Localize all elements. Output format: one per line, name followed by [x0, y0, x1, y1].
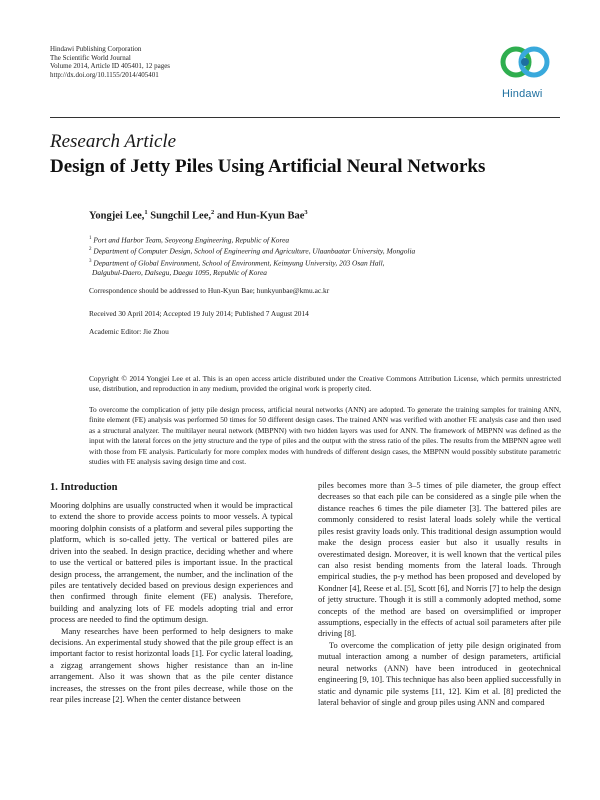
- correspondence: Correspondence should be addressed to Hun-Kyun Bae; hunkyunbae@kmu.ac.kr: [89, 286, 330, 295]
- publisher-name: Hindawi Publishing Corporation: [50, 45, 142, 53]
- author-list: [89, 209, 308, 222]
- doi-link[interactable]: http://dx.doi.org/10.1155/2014/405401: [50, 70, 159, 79]
- author-name: Sungchil Lee,: [150, 210, 211, 222]
- body-paragraph: Many researches have been performed to help designers to make decisions. An experimental study showed that the pile group effect is an important factor to resist horizontal loads [1]. For cyclic lateral loading, a zigzag arrangement shows higher resistance than an in-line arrangement. Also it was shown that as the pile center distance increases, the stresses on the front piles decrease, while those on the rear piles increase [2]. When the center distance between: [50, 626, 293, 705]
- journal-name: The Scientific World Journal: [50, 53, 131, 62]
- copyright-notice: Copyright © 2014 Yongjei Lee et al. This is an open access article distributed under the Creative Commons Attribution License, which permits unrestricted use, distribution, and reproduction in any medium, provided the original work is properly cited.: [89, 374, 561, 394]
- article-type: Research Article: [50, 131, 177, 152]
- body-paragraph: Mooring dolphins are usually constructed when it would be impractical to extend the shore to provide access points to moor vessels. A typical mooring dolphin consists of a platform and several piles supporting the platform, which is so-called jetty. The vertical or battered piles are driven into the seabed. In design practice, deciding whether and where to use the vertical or battered piles is important issue. In the practical design process, the arrangement, the number, and the inclination of the piles are tentatively decided based on previous design experiences and then confirmed through finite element (FE) analysis. Therefore, building and analyzing lots of FE models adopting trial and error process are needed to find the optimum design.: [50, 501, 293, 625]
- affiliation-sup: 1: [89, 236, 92, 241]
- affiliation-sup: 3: [89, 258, 92, 264]
- affiliation-item: [89, 257, 559, 268]
- hindawi-logo: [494, 40, 558, 106]
- affiliation-text: Department of Global Environment, School of Environment, Keimyung University, 203 Osan Hall,: [93, 258, 385, 267]
- affiliation-continuation: Dalgubul-Daero, Dalsegu, Daegu 1095, Republic of Korea: [92, 267, 267, 277]
- volume-info: Volume 2014, Article ID 405401, 12 pages: [50, 62, 171, 71]
- author-name: and Hun-Kyun Bae: [216, 210, 305, 222]
- body-paragraph: piles becomes more than 3–5 times of pile diameter, the group effect decreases so that each pile can be considered as a single pile when the distance reaches 6 times the pile diameter [3]. The battered piles are commonly considered to resist lateral loads solely while the vertical piles resist gravity loads only. This traditional design assumption would make the design process easier but also it usually results in overestimated design. Moreover, it is well known that the vertical piles can also resist bending moments from the lateral loads. Through empirical studies, the p-y method has been proposed and developed by Kondner [4], Reese et al. [5], Scott [6], and Norris [7] to help the design of jetty structure. Though it is still a commonly adopted method, some concepts of the method are based on oversimplified or improper assumptions, especially in the effects of actual soil parameters after pile driving [8].: [318, 481, 561, 639]
- affiliation-sup: 2: [89, 247, 92, 253]
- left-column: [50, 500, 293, 706]
- author-affil-sup: 2: [210, 209, 215, 216]
- hindawi-logo-text: Hindawi: [502, 88, 543, 100]
- affiliation-item: [89, 245, 559, 256]
- affiliation-list: [89, 234, 559, 278]
- paper-title: Design of Jetty Piles Using Artificial Neural Networks: [50, 156, 486, 177]
- author-affil-sup: 3: [304, 209, 308, 216]
- header-rule: [50, 117, 560, 118]
- affiliation-item: [89, 234, 559, 245]
- journal-header: [50, 45, 170, 79]
- affiliation-text: Department of Computer Design, School of Engineering and Agriculture, Ulaanbaatar University, Mongolia: [93, 246, 416, 256]
- publication-dates: Received 30 April 2014; Accepted 19 July 2014; Published 7 August 2014: [89, 309, 309, 318]
- right-column: [318, 480, 561, 708]
- author-name: Yongjei Lee,: [89, 210, 145, 222]
- body-paragraph: To overcome the complication of jetty pile design originated from mutual interaction among a number of design parameters, artificial neural networks (ANN) have been introduced in geotechnical engineering [9, 10]. This technique has also been applied successfully in static and dynamic pile systems [11, 12]. Kim et al. [8] predicted the lateral behavior of single and group piles using ANN and compared: [318, 640, 561, 708]
- section-heading: 1. Introduction: [50, 482, 118, 493]
- academic-editor: Academic Editor: Jie Zhou: [89, 327, 169, 336]
- abstract: To overcome the complication of jetty pile design process, artificial neural networks (ANN) are adopted. To generate the training samples for training ANN, finite element (FE) analysis was performed 50 times for 50 different design cases. The trained ANN was verified with another FE analysis case and then used as a structural analyzer. The multilayer neural network (MBPNN) with two hidden layers was used for ANN. The framework of MBPNN was defined as the input with the lateral forces on the jetty structure and the type of piles and the output with the stress ratio of the piles. The results from the MBPNN agree well with those from FE analysis. Particularly for more complex modes with hundreds of different design cases, the MBPNN would possibly substitute parametric studies with FE analysis saving design time and cost.: [89, 405, 561, 467]
- author-affil-sup: 1: [144, 209, 148, 216]
- hindawi-logo-icon: [494, 40, 558, 86]
- affiliation-text: Port and Harbor Team, Seoyeong Engineering, Republic of Korea: [93, 235, 290, 245]
